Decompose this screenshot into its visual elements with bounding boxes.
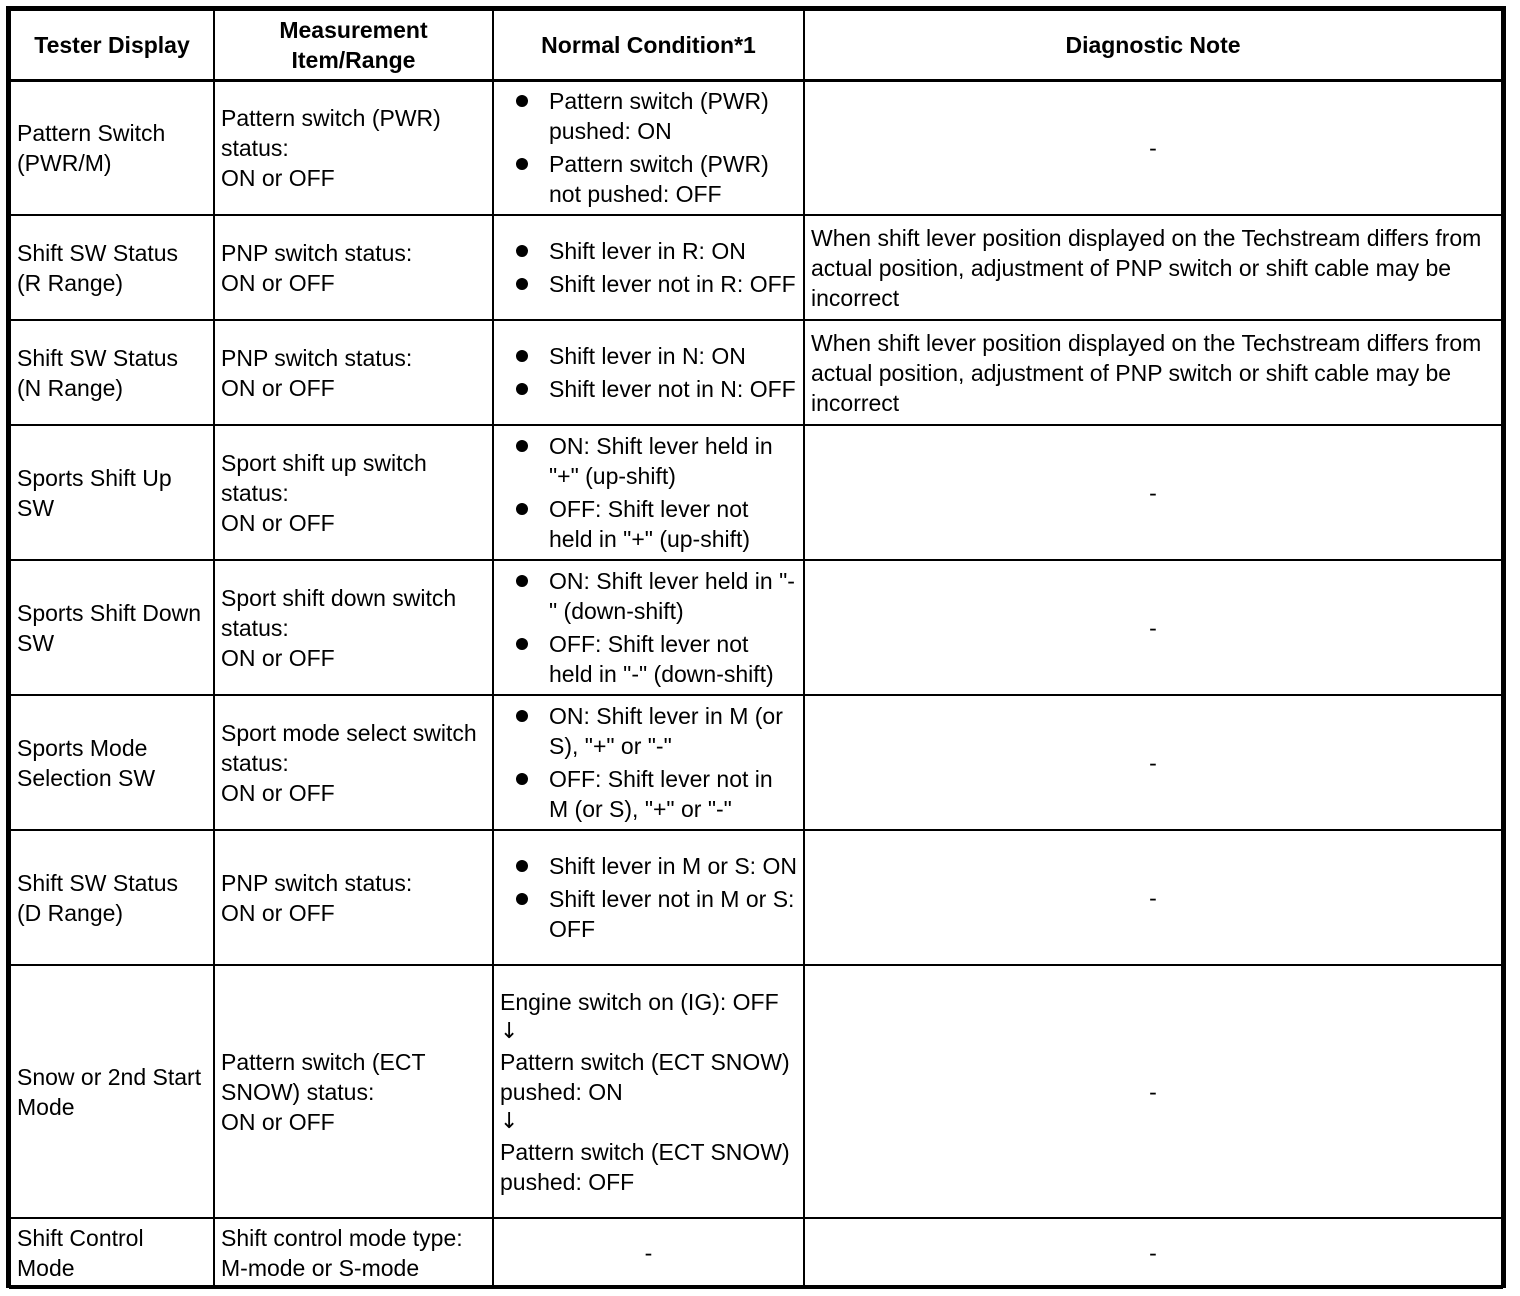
list-item [500, 149, 797, 209]
list-item [500, 341, 797, 371]
bullet-icon [516, 278, 528, 290]
header-measurement-line2: Item/Range [291, 46, 416, 73]
diagnostic-note-cell: - [804, 560, 1502, 695]
sequence-step: Engine switch on (IG): OFF [500, 988, 779, 1015]
measurement-cell [214, 560, 493, 695]
diagnostic-note-cell: - [804, 965, 1502, 1218]
measurement-range: ON or OFF [221, 269, 335, 296]
list-item [500, 86, 797, 146]
diagnostic-data-table [9, 9, 1503, 1289]
measurement-cell [214, 965, 493, 1218]
measurement-text: PNP switch status: [221, 344, 413, 371]
list-item [500, 494, 797, 554]
table-row [10, 215, 1502, 320]
list-item [500, 629, 797, 689]
list-item [500, 701, 797, 761]
list-item [500, 566, 797, 626]
table-row [10, 695, 1502, 830]
diagnostic-note-cell: - [804, 695, 1502, 830]
measurement-cell [214, 695, 493, 830]
bullet-icon [516, 350, 528, 362]
normal-condition-list [500, 431, 797, 554]
measurement-text: Shift control mode type: [221, 1225, 463, 1251]
tester-display-cell: Shift SW Status (R Range) [10, 215, 214, 320]
measurement-text: Sport shift up switch status: [221, 449, 427, 506]
normal-condition-cell [493, 695, 804, 830]
bullet-icon [516, 245, 528, 257]
list-item [500, 374, 797, 404]
bullet-icon [516, 440, 528, 452]
table-row [10, 425, 1502, 560]
diagnostic-note-cell: When shift lever position displayed on the Techstream differs from actual position, adjustment of PNP switch or shift cable may be incorrect [804, 215, 1502, 320]
condition-text: OFF: Shift lever not held in "+" (up-shift) [549, 496, 751, 552]
normal-condition-cell [493, 965, 804, 1218]
measurement-cell [214, 80, 493, 215]
measurement-text: Sport shift down switch status: [221, 584, 457, 641]
measurement-range: ON or OFF [221, 899, 335, 926]
normal-condition-list [500, 341, 797, 404]
list-item [500, 884, 797, 944]
tester-display-cell: Snow or 2nd Start Mode [10, 965, 214, 1218]
measurement-text: Sport mode select switch status: [221, 719, 477, 776]
measurement-cell [214, 215, 493, 320]
bullet-icon [516, 158, 528, 170]
diagnostic-note-cell: - [804, 425, 1502, 560]
diagnostic-note-cell: - [804, 830, 1502, 965]
tester-display-cell: Shift SW Status (D Range) [10, 830, 214, 965]
condition-text: Shift lever not in N: OFF [549, 376, 796, 402]
measurement-range: ON or OFF [221, 644, 335, 671]
diagnostic-data-table-frame [6, 6, 1506, 1288]
list-item [500, 236, 797, 266]
condition-text: OFF: Shift lever not in M (or S), "+" or "-" [549, 766, 773, 822]
normal-condition-cell: - [493, 1218, 804, 1288]
down-arrow-icon: ↓ [500, 1108, 519, 1134]
condition-text: Pattern switch (PWR) pushed: ON [549, 88, 769, 145]
condition-text: Shift lever not in R: OFF [549, 271, 796, 297]
measurement-range: ON or OFF [221, 164, 335, 191]
header-measurement-line1: Measurement [279, 16, 428, 43]
tester-display-cell: Pattern Switch (PWR/M) [10, 80, 214, 215]
condition-text: ON: Shift lever held in "+" (up-shift) [549, 433, 773, 489]
condition-text: Shift lever not in M or S: OFF [549, 886, 795, 942]
normal-condition-cell [493, 80, 804, 215]
condition-text: ON: Shift lever held in "-" (down-shift) [549, 568, 795, 624]
table-row [10, 80, 1502, 215]
bullet-icon [516, 773, 528, 785]
normal-condition-list [500, 701, 797, 824]
condition-text: Shift lever in N: ON [549, 343, 746, 369]
normal-condition-cell [493, 425, 804, 560]
header-diagnostic-note: Diagnostic Note [804, 10, 1502, 80]
normal-condition-cell [493, 830, 804, 965]
measurement-range: ON or OFF [221, 374, 335, 401]
table-row [10, 320, 1502, 425]
bullet-icon [516, 710, 528, 722]
condition-text: Shift lever in M or S: ON [549, 853, 797, 879]
header-normal-condition: Normal Condition*1 [493, 10, 804, 80]
measurement-text: PNP switch status: [221, 869, 413, 896]
bullet-icon [516, 503, 528, 515]
normal-condition-cell [493, 560, 804, 695]
tester-display-cell: Sports Shift Up SW [10, 425, 214, 560]
bullet-icon [516, 383, 528, 395]
normal-condition-list [500, 86, 797, 209]
table-row [10, 1218, 1502, 1288]
measurement-cell [214, 320, 493, 425]
table-header-row [10, 10, 1502, 80]
normal-condition-cell [493, 320, 804, 425]
normal-condition-cell [493, 215, 804, 320]
bullet-icon [516, 860, 528, 872]
tester-display-cell: Shift Control Mode [10, 1218, 214, 1288]
normal-condition-list [500, 566, 797, 689]
down-arrow-icon: ↓ [500, 1018, 519, 1044]
bullet-icon [516, 95, 528, 107]
measurement-cell [214, 425, 493, 560]
header-measurement-item-range [214, 10, 493, 80]
condition-text: OFF: Shift lever not held in "-" (down-shift) [549, 631, 774, 687]
header-tester-display: Tester Display [10, 10, 214, 80]
measurement-range: M-mode or S-mode [221, 1255, 420, 1281]
condition-text: Pattern switch (PWR) not pushed: OFF [549, 151, 769, 208]
tester-display-cell: Sports Mode Selection SW [10, 695, 214, 830]
bullet-icon [516, 638, 528, 650]
tester-display-cell: Shift SW Status (N Range) [10, 320, 214, 425]
table-row [10, 560, 1502, 695]
measurement-text: PNP switch status: [221, 239, 413, 266]
measurement-text: Pattern switch (PWR) status: [221, 104, 441, 161]
measurement-range: ON or OFF [221, 1108, 335, 1135]
bullet-icon [516, 893, 528, 905]
normal-condition-list [500, 236, 797, 299]
measurement-text: Pattern switch (ECT SNOW) status: [221, 1048, 426, 1105]
diagnostic-note-cell: When shift lever position displayed on the Techstream differs from actual position, adjustment of PNP switch or shift cable may be incorrect [804, 320, 1502, 425]
list-item [500, 851, 797, 881]
sequence-step: Pattern switch (ECT SNOW) pushed: ON [500, 1048, 790, 1105]
measurement-range: ON or OFF [221, 509, 335, 536]
diagnostic-note-cell: - [804, 80, 1502, 215]
sequence-step: Pattern switch (ECT SNOW) pushed: OFF [500, 1138, 790, 1195]
condition-text: ON: Shift lever in M (or S), "+" or "-" [549, 703, 783, 759]
measurement-range: ON or OFF [221, 779, 335, 806]
normal-condition-list [500, 851, 797, 944]
condition-text: Shift lever in R: ON [549, 238, 746, 264]
tester-display-cell: Sports Shift Down SW [10, 560, 214, 695]
diagnostic-note-cell: - [804, 1218, 1502, 1288]
table-row [10, 830, 1502, 965]
measurement-cell [214, 830, 493, 965]
table-row [10, 965, 1502, 1218]
bullet-icon [516, 575, 528, 587]
list-item [500, 764, 797, 824]
list-item [500, 269, 797, 299]
measurement-cell [214, 1218, 493, 1288]
list-item [500, 431, 797, 491]
